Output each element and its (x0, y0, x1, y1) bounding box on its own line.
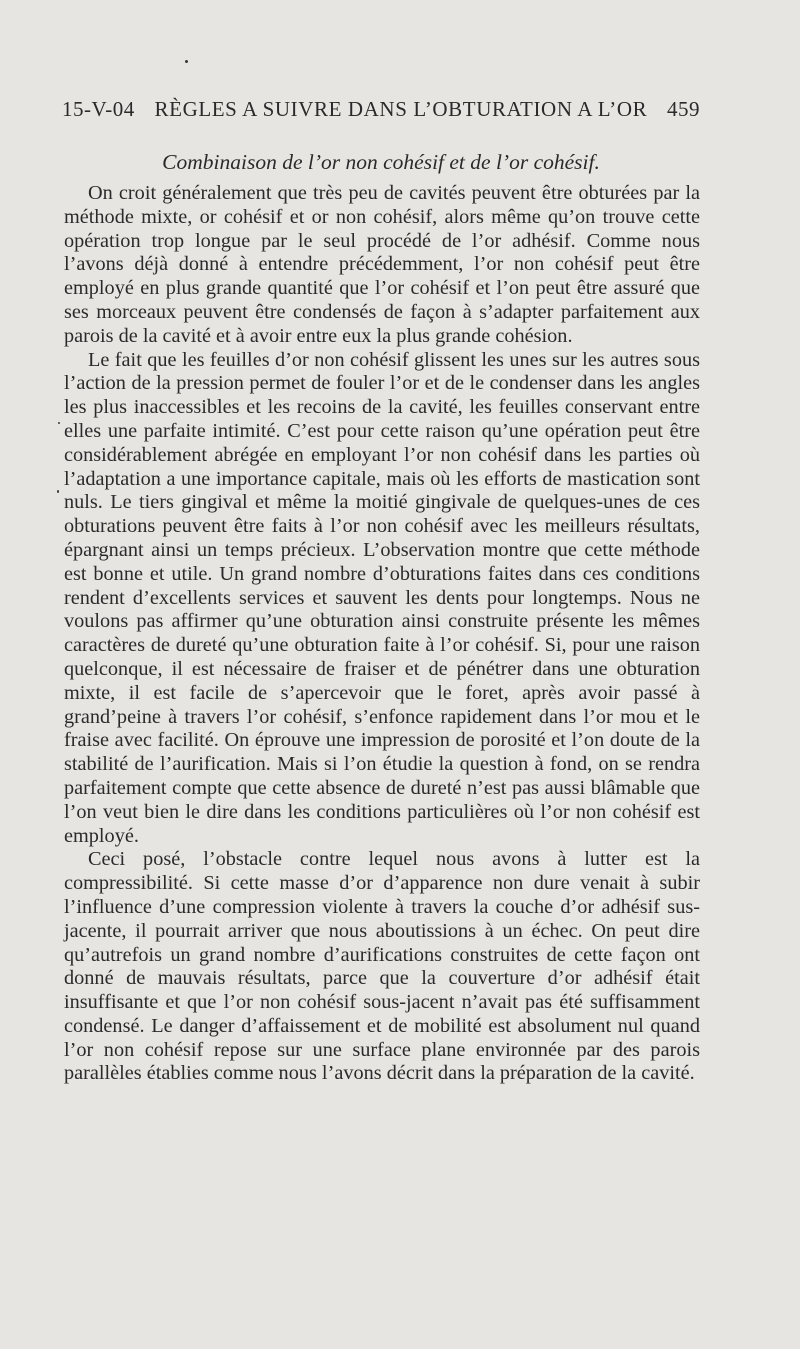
paper-speck-1 (185, 60, 188, 63)
page-number: 459 (667, 97, 700, 121)
paragraph-2: Le fait que les feuilles d’or non cohésif glissent les unes sur les autres sous l’action de la pression permet de fouler l’or et de le condenser dans les angles les plus inaccessibles et les recoins de la cavité, les feuilles conservant entre elles une parfaite intimité. C’est pour cette raison qu’une opération peut être considérablement abrégée en employant l’or non cohésif dans les parties où l’adaptation a une importance capitale, mais où les efforts de mastication sont nuls. Le tiers gingival et même la moitié gingivale de quelques-unes de ces obturations peuvent être faits à l’or non cohésif avec les meilleurs résultats, épargnant ainsi un temps précieux. L’observation montre que cette méthode est bonne et utile. Un grand nombre d’obturations faites dans ces conditions rendent d’excellents services et sauvent les dents pour longtemps. Nous ne voulons pas affirmer qu’une obturation ainsi construite présente les mêmes caractères de dureté qu’une obturation faite à l’or cohésif. Si, pour une raison quelconque, il est nécessaire de fraiser et de pénétrer dans une obturation mixte, il est facile de s’apercevoir que le foret, après avoir passé à grand’peine à travers l’or cohésif, s’enfonce rapidement dans l’or mou et le fraise avec facilité. On éprouve une impression de porosité et l’on doute de la stabilité de l’aurification. Mais si l’on étudie la question à fond, on se rendra parfaitement compte que cette absence de dureté n’est pas aussi blâmable que l’on veut bien le dire dans les conditions particulières où l’or non cohésif est employé. (64, 348, 700, 847)
body-text (64, 182, 700, 1086)
paper-speck-2 (58, 422, 60, 424)
section-title: Combinaison de l’or non cohésif et de l’or cohésif. (162, 150, 600, 174)
header-date: 15-V-04 (62, 97, 135, 121)
paper-speck-3 (57, 490, 59, 493)
running-header (62, 97, 700, 127)
header-title: RÈGLES A SUIVRE DANS L’OBTURATION A L’OR (154, 97, 648, 121)
paragraph-3: Ceci posé, l’obstacle contre lequel nous avons à lutter est la compressibilité. Si cette masse d’or d’apparence non dure venait à subir l’influence d’une compression violente à travers la couche d’or adhésif sus-jacente, il pourrait arriver que nous aboutissions à un échec. On peut dire qu’autrefois un grand nombre d’aurifications construites de cette façon ont donné de mauvais résultats, parce que la couverture d’or adhésif était insuffisante et que l’or non cohésif sous-jacent n’avait pas été suffisamment condensé. Le danger d’affaissement et de mobilité est absolument nul quand l’or non cohésif repose sur une surface plane environnée par des parois parallèles établies comme nous l’avons décrit dans la préparation de la cavité. (64, 848, 700, 1085)
paragraph-1: On croit généralement que très peu de cavités peuvent être obturées par la méthode mixte, or cohésif et or non cohésif, alors même qu’on trouve cette opération trop longue par le seul procédé de l’or adhésif. Comme nous l’avons déjà donné à entendre précédemment, l’or non cohésif peut être employé en plus grande quantité que l’or cohésif et l’on peut être assuré que ses morceaux peuvent être condensés de façon à s’adapter parfaitement aux parois de la cavité et à avoir entre eux la plus grande cohésion. (64, 182, 700, 347)
